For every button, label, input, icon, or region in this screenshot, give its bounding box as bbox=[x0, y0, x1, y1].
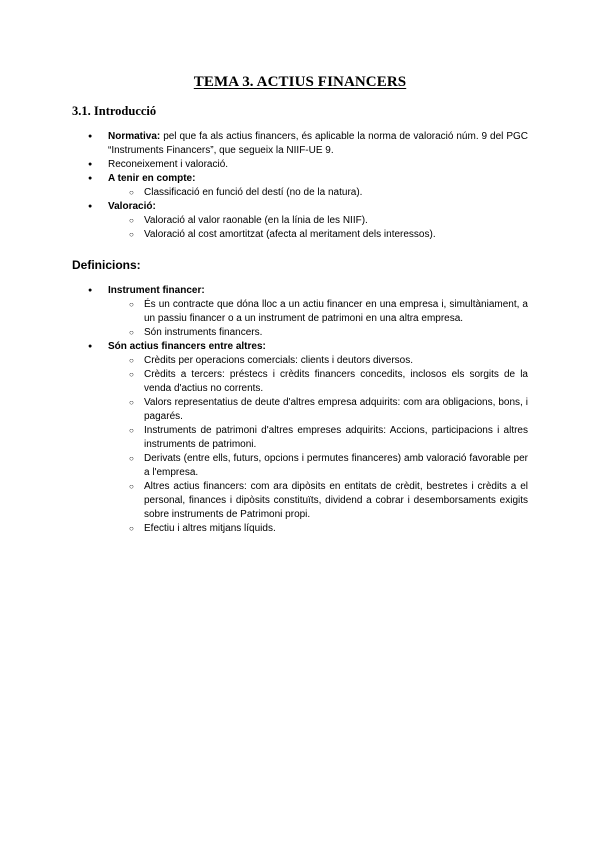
list-item-reconeixement: ● Reconeixement i valoració. bbox=[108, 158, 528, 172]
tenir-sublist bbox=[144, 186, 528, 200]
list-item: ○ Derivats (entre ells, futurs, opcions i permutes financeres) amb valoració favorable per a l'empresa. bbox=[144, 452, 528, 480]
tenir-label: A tenir en compte: bbox=[108, 173, 196, 184]
list-item: ○ Valoració al cost amortitzat (afecta al meritament dels interessos). bbox=[144, 228, 528, 242]
instrument-label: Instrument financer: bbox=[108, 285, 205, 296]
definicions-heading: Definicions: bbox=[72, 258, 141, 272]
instrument-sublist bbox=[144, 298, 528, 340]
list-item: ○ Efectiu i altres mitjans líquids. bbox=[144, 522, 528, 536]
valoracio-sublist bbox=[144, 214, 528, 242]
list-item-instrument-financer bbox=[108, 284, 528, 340]
list-item: ○ Altres actius financers: com ara dipòsits en entitats de crèdit, bestretes i crèdits a el personal, finances i dipòsits constituïts, dividend a cobrar i desemborsaments exigits sobre instruments de Patrimoni propi. bbox=[144, 480, 528, 522]
valoracio-label: Valoració: bbox=[108, 201, 156, 212]
normativa-label: Normativa: bbox=[108, 131, 161, 142]
actius-sublist bbox=[144, 354, 528, 536]
list-item: ○ Crèdits per operacions comercials: clients i deutors diversos. bbox=[144, 354, 528, 368]
list-item-normativa bbox=[108, 130, 528, 158]
document-title: TEMA 3. ACTIUS FINANCERS bbox=[193, 74, 407, 90]
section-heading-introduccio: 3.1. Introducció bbox=[72, 104, 157, 118]
list-item-actius-financers bbox=[108, 340, 528, 536]
actius-label: Són actius financers entre altres: bbox=[108, 341, 266, 352]
list-item: ○ Crèdits a tercers: préstecs i crèdits financers concedits, inclosos els sorgits de la venda d'actius no corrents. bbox=[144, 368, 528, 396]
list-item: ○ És un contracte que dóna lloc a un actiu financer en una empresa i, simultàniament, a un passiu financer o a un instrument de patrimoni en una altra empresa. bbox=[144, 298, 528, 326]
list-item: ○ Instruments de patrimoni d'altres empreses adquirits: Accions, participacions i altres instruments de patrimoni. bbox=[144, 424, 528, 452]
list-item: ○ Valoració al valor raonable (en la línia de les NIIF). bbox=[144, 214, 528, 228]
definicions-bullet-list bbox=[108, 284, 528, 536]
list-item: ○ Són instruments financers. bbox=[144, 326, 528, 340]
list-item-valoracio bbox=[108, 200, 528, 242]
list-item: ○ Classificació en funció del destí (no de la natura). bbox=[144, 186, 528, 200]
list-item-tenir-en-compte bbox=[108, 172, 528, 200]
intro-bullet-list bbox=[108, 130, 528, 242]
list-item: ○ Valors representatius de deute d'altres empresa adquirits: com ara obligacions, bons, i pagarés. bbox=[144, 396, 528, 424]
normativa-text: pel que fa als actius financers, és aplicable la norma de valoració núm. 9 del PGC “Instruments Financers”, que segueix la NIIF-UE 9. bbox=[108, 131, 528, 156]
